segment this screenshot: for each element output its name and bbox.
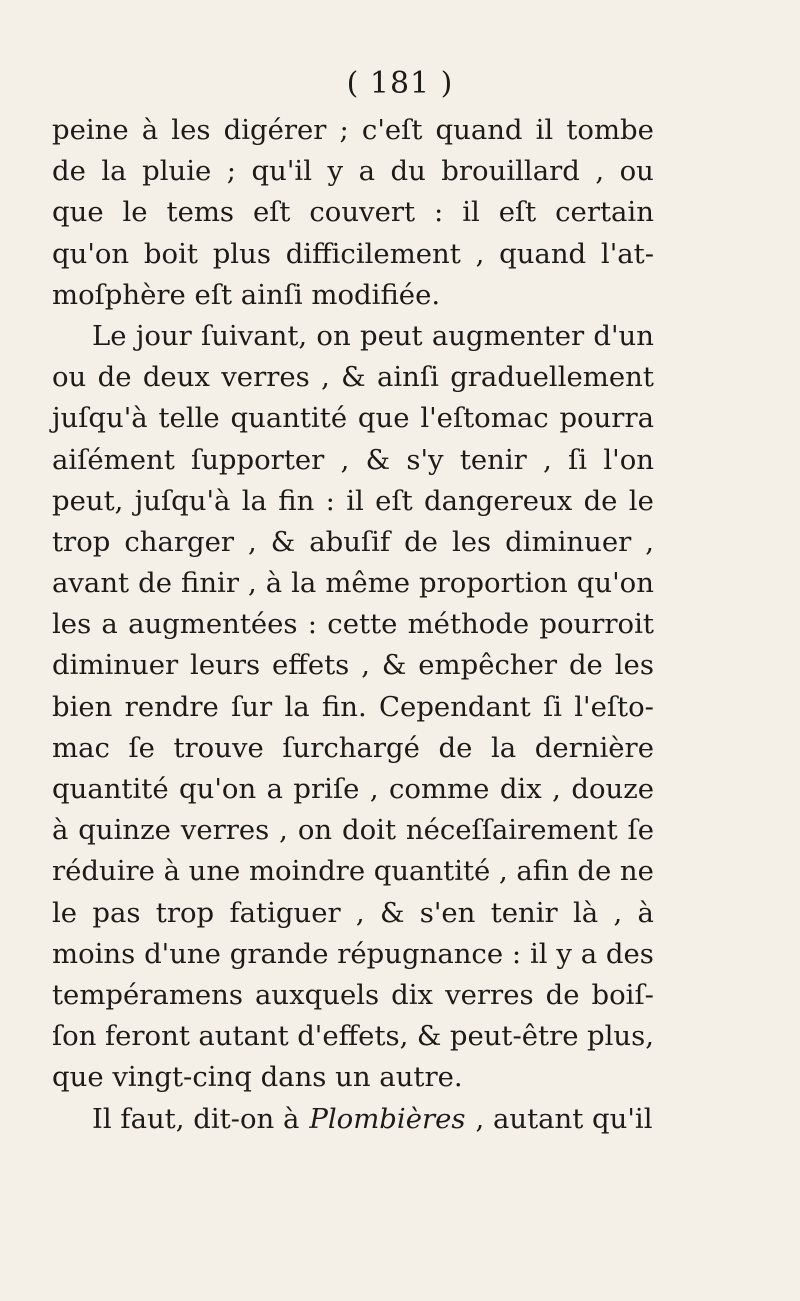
- word: qu'on: [576, 567, 654, 600]
- word: quantité: [230, 402, 348, 435]
- word: le: [628, 484, 654, 517]
- word: trop: [155, 896, 215, 929]
- word: là: [572, 896, 599, 929]
- word: les: [52, 608, 92, 641]
- text-line: moſphère eſt ainſi modifiée.: [52, 278, 441, 311]
- word: de: [568, 649, 603, 682]
- word: de: [577, 855, 612, 888]
- word: ,: [552, 773, 561, 805]
- word: de: [583, 484, 618, 517]
- word: feront: [104, 1020, 190, 1053]
- word: ,: [613, 896, 623, 929]
- word: doit: [341, 814, 396, 847]
- word: couvert: [309, 196, 416, 229]
- word: jour: [135, 319, 192, 352]
- word: une: [188, 855, 241, 888]
- text-line: [52, 110, 654, 151]
- word: peine: [52, 114, 129, 146]
- word: a: [580, 937, 598, 970]
- word: juſqu'à: [52, 402, 148, 435]
- word: ,: [340, 443, 350, 476]
- word: ,: [645, 525, 654, 558]
- word: bien: [52, 690, 113, 723]
- text-line: [52, 522, 654, 563]
- word: de: [97, 361, 132, 394]
- word: ,: [369, 773, 379, 805]
- word: diminuer: [505, 525, 632, 558]
- word: graduellement: [450, 361, 654, 394]
- word: a: [266, 773, 283, 805]
- word: :: [434, 196, 444, 229]
- word: avant: [52, 567, 130, 600]
- word: ;: [339, 114, 349, 146]
- word: la: [490, 731, 517, 764]
- text-line: [52, 440, 654, 481]
- text-line: [52, 1016, 654, 1057]
- text-line: que vingt-cinq dans un autre.: [52, 1061, 463, 1094]
- word: fin.: [321, 690, 367, 723]
- word: auxquels: [255, 978, 380, 1011]
- word: s'y: [406, 443, 444, 476]
- word: qu'il: [251, 155, 313, 188]
- word: cette: [327, 608, 398, 641]
- text-line: [52, 934, 654, 975]
- word: ne: [619, 855, 654, 888]
- word: quand: [499, 237, 587, 270]
- word: peut-être: [449, 1020, 579, 1053]
- word: ,: [279, 814, 288, 847]
- word: certain: [555, 196, 654, 229]
- word: &: [341, 361, 366, 394]
- word: boiſ-: [591, 978, 654, 1011]
- word: tempéramens: [52, 978, 243, 1011]
- word: charger: [124, 525, 235, 558]
- word: abuſif: [309, 525, 391, 558]
- word: moindre: [248, 855, 366, 888]
- word: dix: [391, 978, 434, 1011]
- word: ſe: [128, 731, 155, 764]
- word: de: [438, 731, 473, 764]
- word: l'on: [603, 443, 654, 476]
- word: tems: [166, 196, 235, 229]
- word: augmentées: [128, 608, 298, 641]
- word: moins: [52, 937, 136, 970]
- text-line: [52, 604, 654, 645]
- word: fin: [278, 484, 315, 517]
- word: proportion: [419, 567, 568, 600]
- word: qu'on: [179, 773, 257, 805]
- word: ſupporter: [191, 443, 325, 476]
- word: à: [637, 896, 654, 929]
- word: la: [291, 567, 317, 600]
- word: dangereux: [424, 484, 573, 517]
- word: Cependant: [379, 690, 531, 723]
- text-line: [52, 481, 654, 522]
- word: du: [390, 155, 426, 188]
- word: plus,: [587, 1020, 654, 1053]
- word: grande: [229, 937, 329, 970]
- word: &: [379, 896, 405, 929]
- word: il: [346, 484, 364, 517]
- word: afin: [516, 855, 569, 888]
- word: il: [529, 937, 548, 970]
- word: rendre: [124, 690, 219, 723]
- word: ,: [247, 567, 257, 600]
- word: quantité: [52, 773, 169, 805]
- word: ,: [321, 361, 330, 394]
- word: néceſſairement: [405, 814, 618, 847]
- text-line: [52, 687, 654, 728]
- text-line: [52, 398, 654, 439]
- word: à: [163, 855, 180, 888]
- word: l'eſtomac: [420, 402, 549, 435]
- word: de: [404, 525, 438, 558]
- word: boit: [143, 237, 198, 270]
- word: c'eſt: [361, 114, 423, 146]
- word: dernière: [534, 731, 654, 764]
- word: brouillard: [441, 155, 580, 188]
- word: s'en: [419, 896, 476, 929]
- word: digérer: [223, 114, 327, 146]
- word: à: [52, 814, 69, 847]
- word: mac: [52, 731, 110, 764]
- word: ainſi: [376, 361, 439, 394]
- word: a: [101, 608, 118, 641]
- word: y: [556, 937, 572, 970]
- word: les: [451, 525, 492, 558]
- word: ,: [595, 155, 605, 188]
- text-line: [52, 893, 654, 934]
- word: répugnance: [337, 937, 504, 970]
- word: telle: [158, 402, 220, 435]
- word: ,: [248, 525, 257, 558]
- word: l'eſto-: [574, 690, 654, 723]
- word: que: [52, 196, 104, 229]
- text-line: [52, 192, 654, 233]
- word: :: [325, 484, 335, 517]
- word: :: [307, 608, 318, 641]
- word: ,: [543, 443, 552, 476]
- word: fatiguer: [229, 896, 341, 929]
- word: le: [52, 896, 78, 929]
- word: de: [52, 155, 86, 188]
- word: ſuivant,: [201, 319, 308, 352]
- word: empêcher: [418, 649, 558, 682]
- word: il: [462, 196, 480, 229]
- word: quinze: [78, 814, 171, 847]
- word: trop: [52, 525, 111, 558]
- word: &: [416, 1020, 442, 1053]
- final-line-start: Il faut, dit-on à: [92, 1102, 300, 1135]
- word: comme: [389, 773, 490, 805]
- text-line: [52, 975, 654, 1016]
- word: ,: [475, 237, 485, 270]
- word: ou: [619, 155, 654, 188]
- final-line-end: , autant qu'il: [475, 1102, 653, 1135]
- word: &: [381, 649, 407, 682]
- word: juſqu'à: [134, 484, 231, 517]
- word: pourroit: [539, 608, 654, 641]
- text-line: [52, 357, 654, 398]
- word: des: [605, 937, 654, 970]
- place-name: Plombières: [309, 1102, 466, 1135]
- word: quantité: [373, 855, 491, 888]
- word: a: [358, 155, 375, 188]
- word: &: [365, 443, 391, 476]
- word: même: [325, 567, 411, 600]
- word: la: [284, 690, 310, 723]
- text-line: [52, 563, 654, 604]
- word: verres: [221, 361, 310, 394]
- word: ,: [361, 649, 370, 682]
- word: :: [511, 937, 522, 970]
- word: les: [614, 649, 654, 682]
- word: ,: [498, 855, 508, 888]
- word: ſurchargé: [282, 731, 420, 764]
- word: pourra: [559, 402, 654, 435]
- word: pas: [92, 896, 141, 929]
- word: de: [138, 567, 172, 600]
- word: eſt: [498, 196, 537, 229]
- text-line: [52, 728, 654, 769]
- body-text: [52, 110, 654, 1140]
- word: ſe: [627, 814, 654, 847]
- text-line: [52, 769, 654, 810]
- word: ſi: [568, 443, 588, 476]
- word: peut: [359, 319, 423, 352]
- word: ;: [226, 155, 237, 188]
- page-number: ( 181 ): [346, 66, 454, 101]
- word: ou: [52, 361, 87, 394]
- word: &: [270, 525, 296, 558]
- word: douze: [571, 773, 654, 805]
- word: d'une: [144, 937, 221, 970]
- word: effets: [272, 649, 350, 682]
- word: pluie: [142, 155, 212, 188]
- word: on: [316, 319, 351, 352]
- word: que: [357, 402, 410, 435]
- word: on: [297, 814, 333, 847]
- word: y: [327, 155, 344, 188]
- word: de: [545, 978, 580, 1011]
- word: aiſément: [52, 443, 175, 476]
- word: qu'on: [52, 237, 130, 270]
- word: tombe: [566, 114, 654, 146]
- word: peut,: [52, 484, 124, 517]
- word: ſur: [231, 690, 273, 723]
- word: augmenter: [431, 319, 585, 352]
- word: deux: [142, 361, 210, 394]
- word: la: [241, 484, 267, 517]
- word: difficilement: [285, 237, 461, 270]
- word: finir: [180, 567, 239, 600]
- word: verres: [180, 814, 270, 847]
- text-line: [52, 851, 654, 892]
- text-line-final: [52, 1099, 654, 1140]
- word: Le: [92, 319, 127, 352]
- word: tenir: [459, 443, 527, 476]
- word: les: [171, 114, 211, 146]
- word: autant: [198, 1020, 289, 1053]
- word: trouve: [173, 731, 264, 764]
- word: à: [141, 114, 159, 146]
- word: le: [122, 196, 148, 229]
- word: plus: [212, 237, 271, 270]
- word: leurs: [190, 649, 261, 682]
- word: priſe: [293, 773, 360, 805]
- word: il: [535, 114, 554, 146]
- word: d'un: [593, 319, 654, 352]
- word: ,: [355, 896, 365, 929]
- word: ſi: [542, 690, 562, 723]
- text-line: [52, 234, 654, 275]
- text-line: [52, 810, 654, 851]
- text-line: [52, 151, 654, 192]
- word: eſt: [375, 484, 413, 517]
- word: quand: [435, 114, 523, 146]
- word: réduire: [52, 855, 155, 888]
- text-line: [52, 316, 654, 357]
- text-line: [52, 645, 654, 686]
- word: eſt: [252, 196, 291, 229]
- word: verres: [445, 978, 534, 1011]
- word: méthode: [407, 608, 530, 641]
- word: diminuer: [52, 649, 179, 682]
- word: la: [101, 155, 127, 188]
- word: l'at-: [600, 237, 654, 270]
- word: dix: [499, 773, 542, 805]
- word: ſon: [52, 1020, 97, 1053]
- word: à: [265, 567, 283, 600]
- word: tenir: [490, 896, 558, 929]
- word: d'effets,: [297, 1020, 409, 1053]
